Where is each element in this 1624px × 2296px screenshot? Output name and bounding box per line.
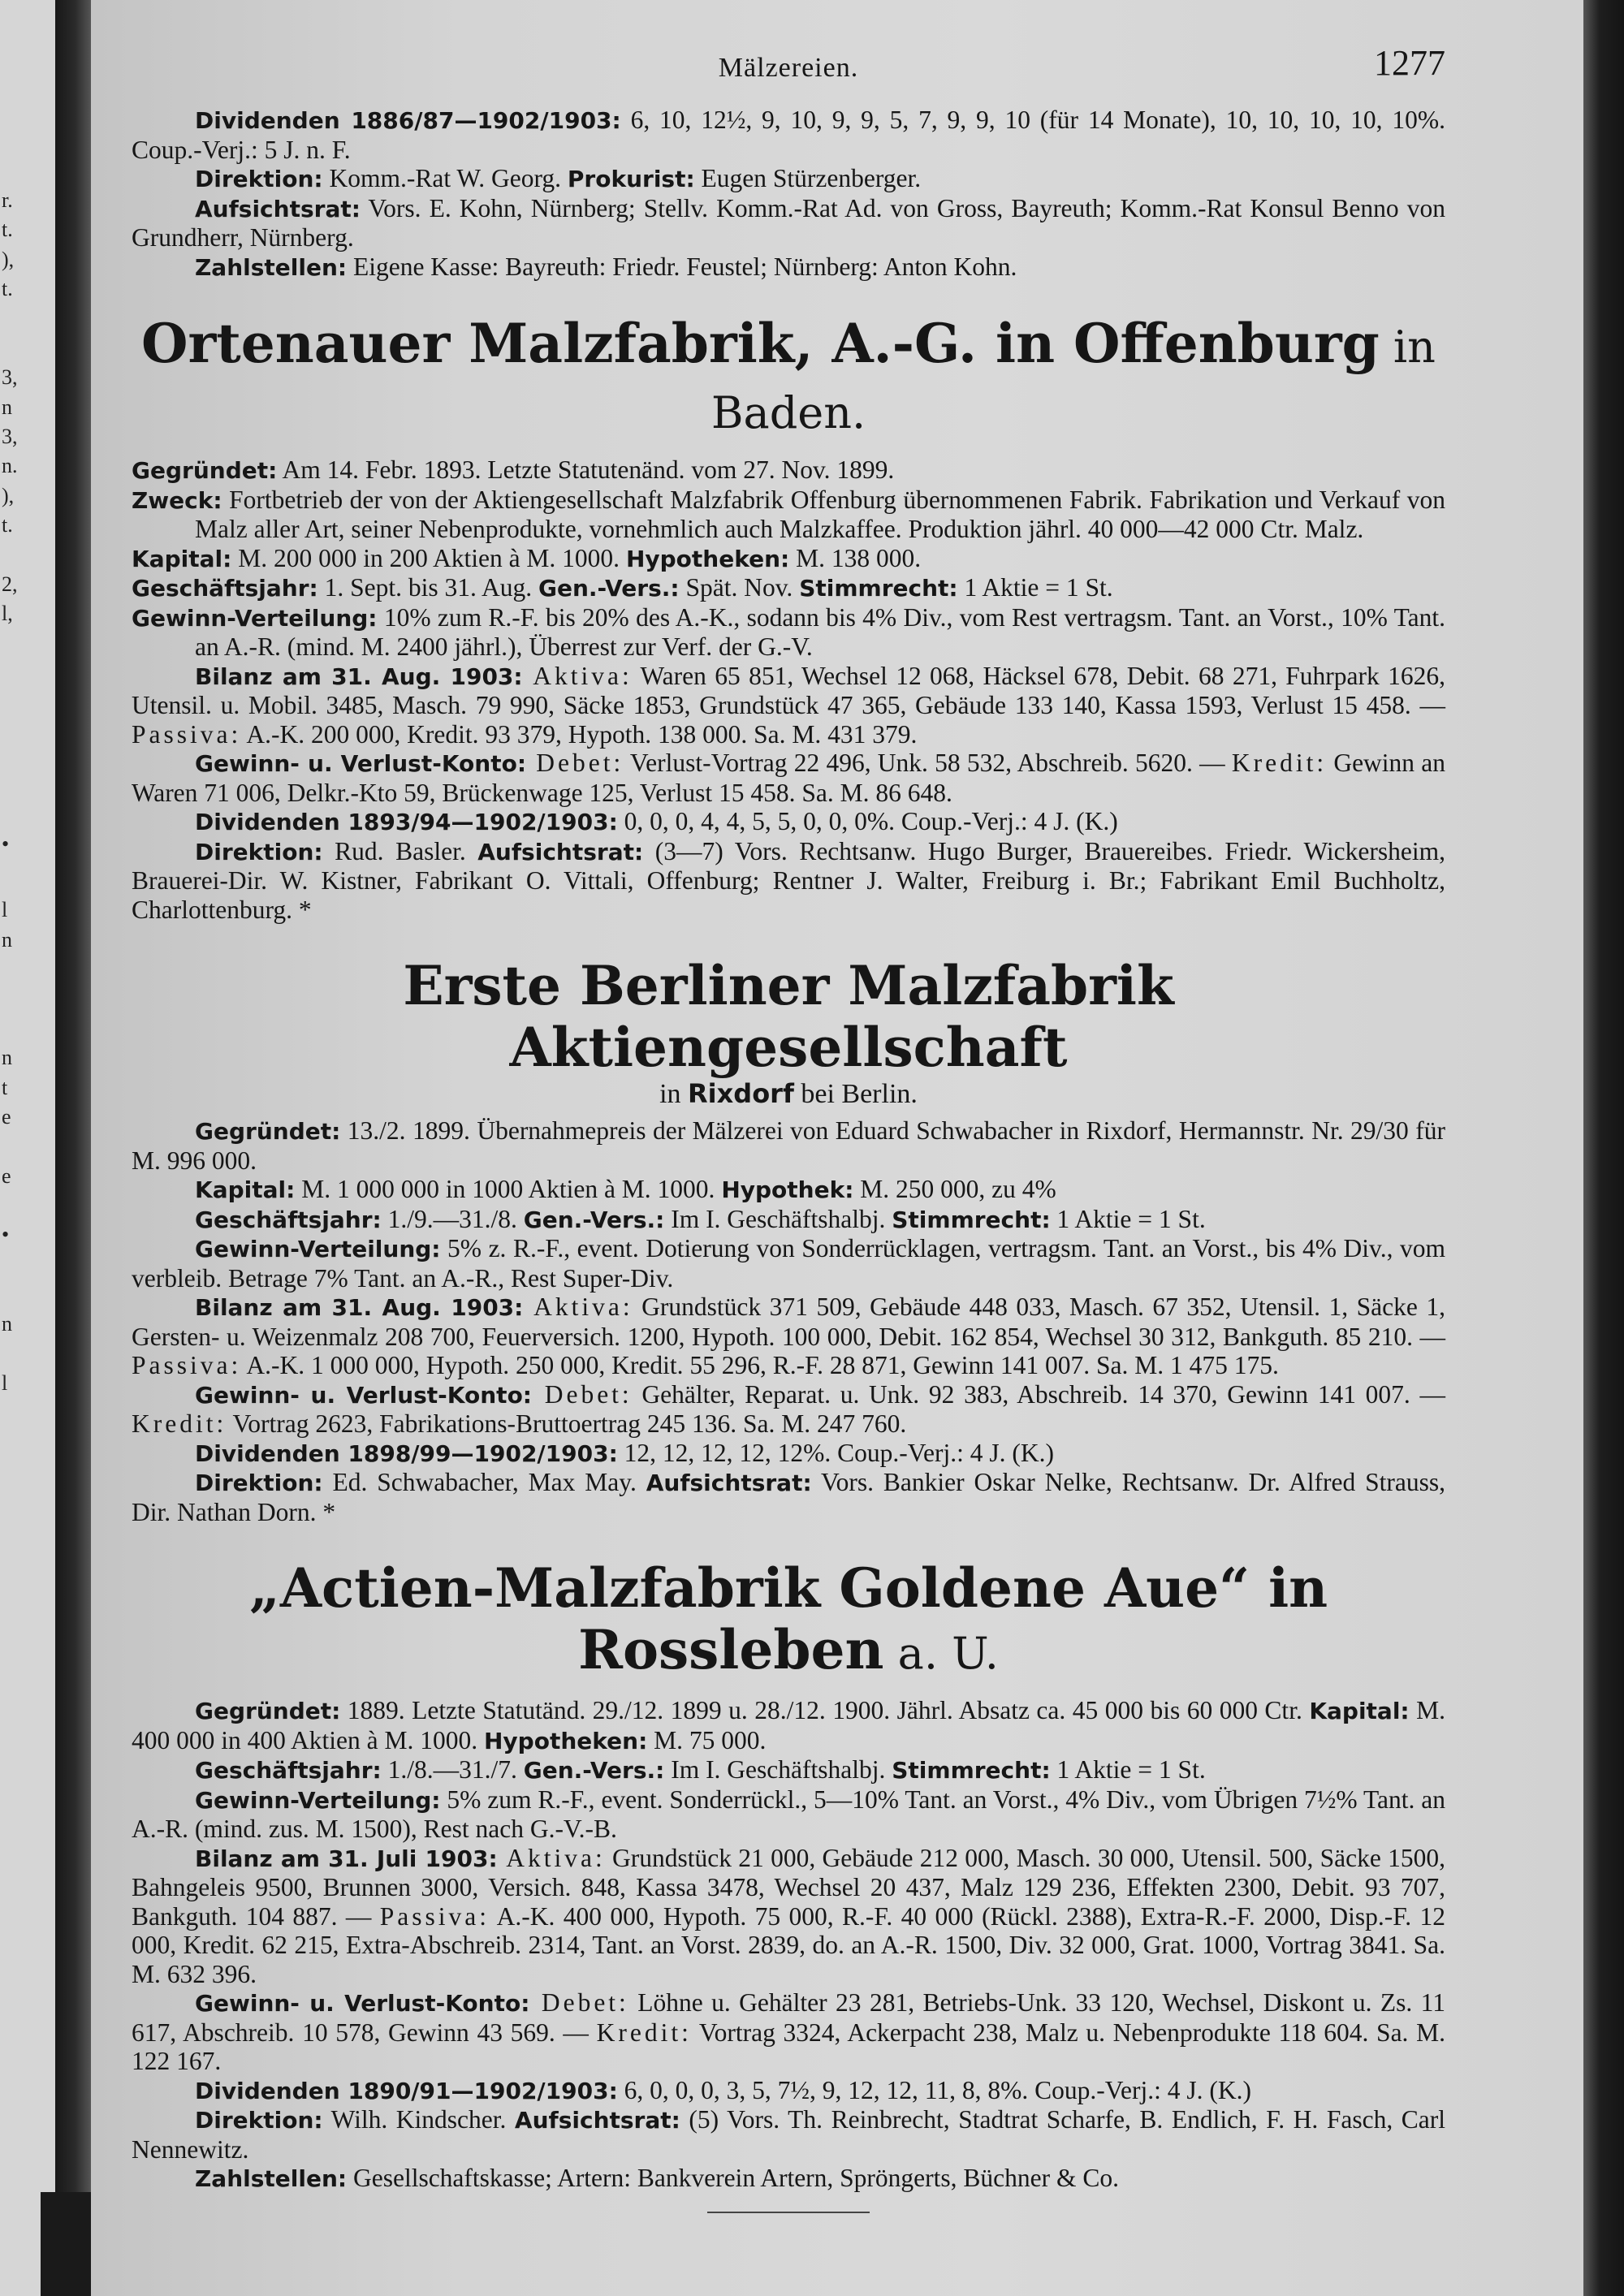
field-label: Aufsichtsrat: xyxy=(646,1470,812,1496)
balance-sheet xyxy=(132,662,1445,749)
page-number: 1277 xyxy=(1374,43,1445,83)
field-value: A.-K. 400 000, Hypoth. 75 000, R.-F. 40 000 (Rückl. 2388), Extra-R.-F. 2000, Disp.-F. 12 000, Kredit. 62 215, Extra-Abschreib. 2314, Tant. an Vorst. 2839, do. an A.-R. 1500, Div. 32 000, Grat. 1000, Vortrag 3841. Sa. M. 632 396. xyxy=(132,1901,1445,1988)
field-value: Spät. Nov. xyxy=(679,573,800,602)
field-value: Grundstück 21 000, Gebäude 212 000, Masch. 30 000, Utensil. 500, Säcke 1500, Bahngeleis 9500, Brunnen 3000, Versich. 848, Kassa 3478, Wechsel 20 437, Malz 129 236, Effekten 2300, Debit. 93 707, Bankguth. 104 887. — xyxy=(132,1843,1446,1931)
field-value: Gehälter, Reparat. u. Unk. 92 383, Abschreib. 14 370, Gewinn 141 007. — xyxy=(632,1379,1445,1409)
field-value: Eugen Stürzenberger. xyxy=(694,164,922,192)
debit-label: Debet: xyxy=(529,1988,629,2017)
field-label: Kapital: xyxy=(1309,1698,1410,1724)
field-label: Stimmrecht: xyxy=(799,575,958,602)
field-value: 13./2. 1899. Übernahmepreis der Mälzerei von Eduard Schwabacher in Rixdorf, Hermannstr. Nr. 29/30 für M. 996 000. xyxy=(132,1116,1445,1175)
margin-fragment: t. xyxy=(2,218,13,241)
field-value: A.-K. 1 000 000, Hypoth. 250 000, Kredit. 55 296, R.-F. 28 871, Gewinn 141 007. Sa. M. 1 475 175. xyxy=(241,1351,1279,1379)
management-board-line xyxy=(132,2105,1445,2164)
margin-fragment: l, xyxy=(2,602,13,625)
fiscal-year-line xyxy=(132,1755,1445,1785)
field-label: Gewinn- u. Verlust-Konto: xyxy=(195,1381,532,1409)
running-head-title: Mälzereien. xyxy=(718,53,859,83)
field-label: Hypotheken: xyxy=(484,1727,648,1754)
assets-label: Aktiva: xyxy=(523,1293,633,1321)
field-label: Aufsichtsrat: xyxy=(514,2107,680,2134)
management-line xyxy=(132,164,1445,194)
running-head xyxy=(132,43,1445,97)
margin-fragment: • xyxy=(2,832,10,856)
margin-fragment: r. xyxy=(2,188,13,212)
margin-fragment: ), xyxy=(2,484,15,507)
profit-distribution-line xyxy=(132,1785,1445,1844)
field-value: Eigene Kasse: Bayreuth: Friedr. Feustel; Nürnberg: Anton Kohn. xyxy=(347,252,1017,281)
management-board-line xyxy=(132,1468,1445,1526)
field-value: (3—7) Vors. Rechtsanw. Hugo Burger, Brauereibes. Friedr. Wickersheim, Brauerei-Dir. W. Kistner, Fabrikant O. Vittali, Offenburg; Rentner J. Walter, Freiburg i. Br.; Fabrikant Emil Buchholtz, Charlottenburg. * xyxy=(132,836,1446,924)
purpose-line xyxy=(132,486,1445,544)
company-heading xyxy=(132,1557,1445,1685)
field-value: 10% zum R.-F. bis 20% des A.-K., sodann bis 4% Div., vom Rest vertragsm. Tant. an Vorst., 10% Tant. an A.-R. (mind. M. 2400 jährl.), Überrest zur Verf. der G.-V. xyxy=(195,602,1445,661)
profit-distribution-line xyxy=(132,1234,1445,1293)
company-location: a. U. xyxy=(883,1628,999,1679)
balance-sheet xyxy=(132,1844,1445,1989)
company-entry-ortenauer xyxy=(132,313,1445,924)
dividends-line xyxy=(132,106,1445,164)
field-value: Im I. Geschäftshalbj. xyxy=(664,1755,892,1784)
margin-fragment: n xyxy=(2,928,12,952)
management-board-line xyxy=(132,837,1445,925)
supervisory-board-line xyxy=(132,194,1445,252)
field-value: 1. Sept. bis 31. Aug. xyxy=(317,573,539,602)
founded-line xyxy=(132,1116,1445,1175)
paying-agents-line xyxy=(132,2164,1445,2194)
margin-fragment: e xyxy=(2,1164,11,1188)
margin-fragment: t xyxy=(2,1076,8,1099)
margin-fragment: • xyxy=(2,1223,10,1246)
field-value: 5% z. R.-F., event. Dotierung von Sonderrücklagen, vertragsm. Tant. an Vorst., bis 4% Div., vom verbleib. Betrage 7% Tant. an A.-R., Rest Super-Div. xyxy=(132,1234,1445,1293)
field-value: M. 75 000. xyxy=(647,1725,767,1754)
field-label: Gewinn- u. Verlust-Konto: xyxy=(195,750,527,777)
field-label: Hypothek: xyxy=(721,1176,854,1203)
liabilities-label: Passiva: xyxy=(132,719,242,749)
field-value: A.-K. 200 000, Kredit. 93 379, Hypoth. 138 000. Sa. M. 431 379. xyxy=(241,719,918,749)
section-end-rule xyxy=(707,2212,870,2213)
field-label: Gewinn-Verteilung: xyxy=(195,1236,441,1262)
field-label: Gen.-Vers.: xyxy=(523,1757,665,1784)
book-spine-shadow xyxy=(55,0,91,2296)
field-label: Direktion: xyxy=(195,1470,323,1496)
company-heading xyxy=(132,313,1445,444)
balance-sheet xyxy=(132,1293,1445,1380)
field-label: Kapital: xyxy=(195,1176,296,1203)
credit-label: Kredit: xyxy=(596,2018,692,2047)
profit-loss-account xyxy=(132,749,1445,807)
profit-loss-account xyxy=(132,1988,1445,2076)
field-label: Dividenden 1886/87—1902/1903: xyxy=(195,107,621,134)
field-label: Gegründet: xyxy=(132,457,278,484)
field-value: Gewinn an Waren 71 006, Delkr.-Kto 59, Brückenwage 125, Verlust 15 458. Sa. M. 86 648. xyxy=(132,749,1445,807)
company-entry-goldene-aue xyxy=(132,1557,1445,2213)
location-suffix: bei Berlin. xyxy=(793,1079,918,1109)
field-value: 0, 0, 0, 4, 4, 5, 5, 0, 0, 0%. Coup.-Verj.: 4 J. (K.) xyxy=(617,807,1118,835)
field-label: Direktion: xyxy=(195,166,323,192)
profit-distribution-line xyxy=(132,603,1445,662)
field-label: Bilanz am 31. Juli 1903: xyxy=(195,1845,498,1872)
dividends-line xyxy=(132,1439,1445,1469)
field-label: Gewinn-Verteilung: xyxy=(195,1786,441,1814)
field-label: Geschäftsjahr: xyxy=(195,1757,382,1784)
field-label: Kapital: xyxy=(132,545,232,572)
field-value: M. 250 000, zu 4% xyxy=(853,1175,1056,1203)
margin-fragment: n xyxy=(2,1312,12,1336)
fiscal-year-line xyxy=(132,573,1445,603)
debit-label: Debet: xyxy=(532,1379,633,1409)
field-label: Bilanz am 31. Aug. 1903: xyxy=(195,1294,524,1321)
field-label: Gewinn- u. Verlust-Konto: xyxy=(195,1990,530,2017)
field-value: 6, 0, 0, 0, 3, 5, 7½, 9, 12, 12, 11, 8, 8%. Coup.-Verj.: 4 J. (K.) xyxy=(617,2075,1251,2104)
field-label: Dividenden 1890/91—1902/1903: xyxy=(195,2077,618,2104)
field-label: Zahlstellen: xyxy=(195,253,348,281)
field-value: Komm.-Rat W. Georg. xyxy=(322,164,568,192)
field-label: Aufsichtsrat: xyxy=(477,838,644,865)
field-value: Im I. Geschäftshalbj. xyxy=(664,1204,892,1233)
debit-label: Debet: xyxy=(526,749,624,777)
field-value: Gesellschaftskasse; Artern: Bankverein Artern, Spröngerts, Büchner & Co. xyxy=(347,2164,1119,2192)
field-value: Vors. Bankier Oskar Nelke, Rechtsanw. Dr. Alfred Strauss, Dir. Nathan Dorn. * xyxy=(132,1468,1446,1526)
field-label: Dividenden 1893/94—1902/1903: xyxy=(195,809,618,835)
field-value: M. 200 000 in 200 Aktien à M. 1000. xyxy=(231,543,626,572)
field-label: Direktion: xyxy=(195,2107,323,2134)
field-value: 1 Aktie = 1 St. xyxy=(1050,1755,1206,1784)
field-label: Bilanz am 31. Aug. 1903: xyxy=(195,662,523,690)
field-value: Fortbetrieb der von der Aktiengesellschaft Malzfabrik Offenburg übernommenen Fabrik. Fabrikation und Verkauf von Malz aller Art, seiner Nebenprodukte, vornehmlich auch Malzkaffee. Produktion jährl. 40 000—42 000 Ctr. Malz. xyxy=(195,485,1445,543)
field-value: 6, 10, 12½, 9, 10, 9, 9, 5, 7, 9, 9, 10 (für 14 Monate), 10, 10, 10, 10, 10%. Coup.-Verj.: 5 J. n. F. xyxy=(132,106,1445,164)
field-value: 1 Aktie = 1 St. xyxy=(957,573,1113,602)
margin-fragment: 2, xyxy=(2,572,18,596)
margin-fragment: n. xyxy=(2,454,18,477)
company-location: in Baden. xyxy=(710,322,1436,438)
field-label: Direktion: xyxy=(195,838,323,865)
field-label: Gewinn-Verteilung: xyxy=(132,604,378,632)
margin-fragment: e xyxy=(2,1105,11,1129)
field-label: Gegründet: xyxy=(195,1118,341,1145)
company-name: Erste Berliner Malzfabrik Aktiengesellschaft xyxy=(403,954,1174,1079)
company-entry-berliner xyxy=(132,955,1445,1526)
founded-line xyxy=(132,455,1445,486)
field-value: 1./9.—31./8. xyxy=(381,1204,524,1233)
field-label: Gen.-Vers.: xyxy=(538,575,680,602)
margin-fragment: l xyxy=(2,898,8,921)
margin-fragment: 3, xyxy=(2,365,18,389)
field-label: Dividenden 1898/99—1902/1903: xyxy=(195,1439,618,1467)
field-value: Waren 65 851, Wechsel 12 068, Häcksel 678, Debit. 68 271, Fuhrpark 1626, Utensil. u. Mobil. 3485, Masch. 79 990, Säcke 1853, Grundstück 47 365, Gebäude 133 140, Kassa 1593, Verlust 15 458. — xyxy=(132,661,1445,719)
field-value: 1./8.—31./7. xyxy=(381,1755,524,1784)
company-heading xyxy=(132,955,1445,1078)
field-value: M. 1 000 000 in 1000 Aktien à M. 1000. xyxy=(295,1175,722,1203)
profit-loss-account xyxy=(132,1380,1445,1439)
company-name: Ortenauer Malzfabrik, A.-G. in Offenburg xyxy=(141,312,1380,375)
field-label: Zweck: xyxy=(132,486,222,514)
assets-label: Aktiva: xyxy=(497,1843,606,1872)
field-label: Geschäftsjahr: xyxy=(132,575,318,602)
location-place: Rixdorf xyxy=(688,1078,794,1109)
field-value: 12, 12, 12, 12, 12%. Coup.-Verj.: 4 J. (K.) xyxy=(617,1438,1054,1467)
field-label: Stimmrecht: xyxy=(892,1206,1051,1233)
fiscal-year-line xyxy=(132,1205,1445,1235)
capital-line xyxy=(132,1175,1445,1205)
page-content xyxy=(132,43,1446,2213)
field-value: Wilh. Kindscher. xyxy=(322,2105,515,2134)
margin-fragment: n xyxy=(2,395,12,419)
field-value: Grundstück 371 509, Gebäude 448 033, Masch. 67 352, Utensil. 1, Säcke 1, Gersten- u. Weizenmalz 208 700, Feuerversich. 1200, Hypoth. 100 000, Debit. 162 854, Wechsel 30 312, Bankguth. 85 210. — xyxy=(132,1293,1445,1351)
field-value: M. 400 000 in 400 Aktien à M. 1000. xyxy=(132,1696,1445,1754)
field-label: Gen.-Vers.: xyxy=(523,1206,665,1233)
liabilities-label: Passiva: xyxy=(132,1351,242,1379)
field-value: Am 14. Febr. 1893. Letzte Statutenänd. vom 27. Nov. 1899. xyxy=(277,455,895,484)
credit-label: Kredit: xyxy=(1231,749,1328,777)
field-label: Aufsichtsrat: xyxy=(195,195,361,222)
field-value: Vors. E. Kohn, Nürnberg; Stellv. Komm.-Rat Ad. von Gross, Bayreuth; Komm.-Rat Konsul Benno von Grundherr, Nürnberg. xyxy=(132,193,1445,252)
paying-agents-line xyxy=(132,252,1445,283)
founded-capital-line xyxy=(132,1696,1445,1755)
field-label: Zahlstellen: xyxy=(195,2165,348,2192)
field-label: Stimmrecht: xyxy=(892,1757,1051,1784)
field-value: Vortrag 3324, Ackerpacht 238, Malz u. Nebenprodukte 118 604. Sa. M. 122 167. xyxy=(132,2018,1445,2075)
field-value: 1 Aktie = 1 St. xyxy=(1050,1204,1206,1233)
margin-fragment: l xyxy=(2,1371,8,1395)
field-label: Hypotheken: xyxy=(625,545,790,572)
left-page-margin xyxy=(0,0,55,2296)
margin-fragment: 3, xyxy=(2,425,18,448)
credit-label: Kredit: xyxy=(132,1409,227,1438)
field-value: Löhne u. Gehälter 23 281, Betriebs-Unk. 33 120, Wechsel, Diskont u. Zs. 11 617, Abschreib. 10 578, Gewinn 43 569. — xyxy=(132,1988,1445,2047)
liabilities-label: Passiva: xyxy=(379,1901,490,1931)
field-value: Verlust-Vortrag 22 496, Unk. 58 532, Abschreib. 5620. — xyxy=(624,749,1232,777)
margin-fragment: t. xyxy=(2,277,13,300)
location-prefix: in xyxy=(659,1079,689,1109)
company-location xyxy=(132,1078,1445,1110)
field-value: Ed. Schwabacher, Max May. xyxy=(322,1468,646,1496)
margin-fragment: n xyxy=(2,1046,12,1069)
dividends-line xyxy=(132,807,1445,837)
field-value: Rud. Basler. xyxy=(322,836,478,865)
field-value: (5) Vors. Th. Reinbrecht, Stadtrat Scharfe, B. Endlich, F. H. Fasch, Carl Nennewitz. xyxy=(132,2105,1445,2164)
margin-fragment: t. xyxy=(2,513,13,537)
field-value: 5% zum R.-F., event. Sonderrückl., 5—10% Tant. an Vorst., 4% Div., vom Übrigen 7½% Tant. an A.-R. (mind. zus. M. 1500), Rest nach G.-V.-B. xyxy=(132,1785,1445,1843)
field-label: Gegründet: xyxy=(195,1698,341,1724)
margin-fragment: ), xyxy=(2,248,15,271)
capital-line xyxy=(132,544,1445,574)
field-value: M. 138 000. xyxy=(789,543,922,572)
assets-label: Aktiva: xyxy=(522,661,633,690)
field-value: Vortrag 2623, Fabrikations-Bruttoertrag 245 136. Sa. M. 247 760. xyxy=(227,1409,907,1438)
field-label: Geschäftsjahr: xyxy=(195,1206,382,1233)
entry-continuation xyxy=(132,106,1445,282)
field-value: 1889. Letzte Statutänd. 29./12. 1899 u. 28./12. 1900. Jährl. Absatz ca. 45 000 bis 60 000 Ctr. xyxy=(340,1696,1310,1724)
company-name: „Actien-Malzfabrik Goldene Aue“ in Rossleben xyxy=(248,1556,1328,1681)
field-label: Prokurist: xyxy=(567,166,695,192)
dividends-line xyxy=(132,2076,1445,2106)
right-page-edge xyxy=(1583,0,1624,2296)
